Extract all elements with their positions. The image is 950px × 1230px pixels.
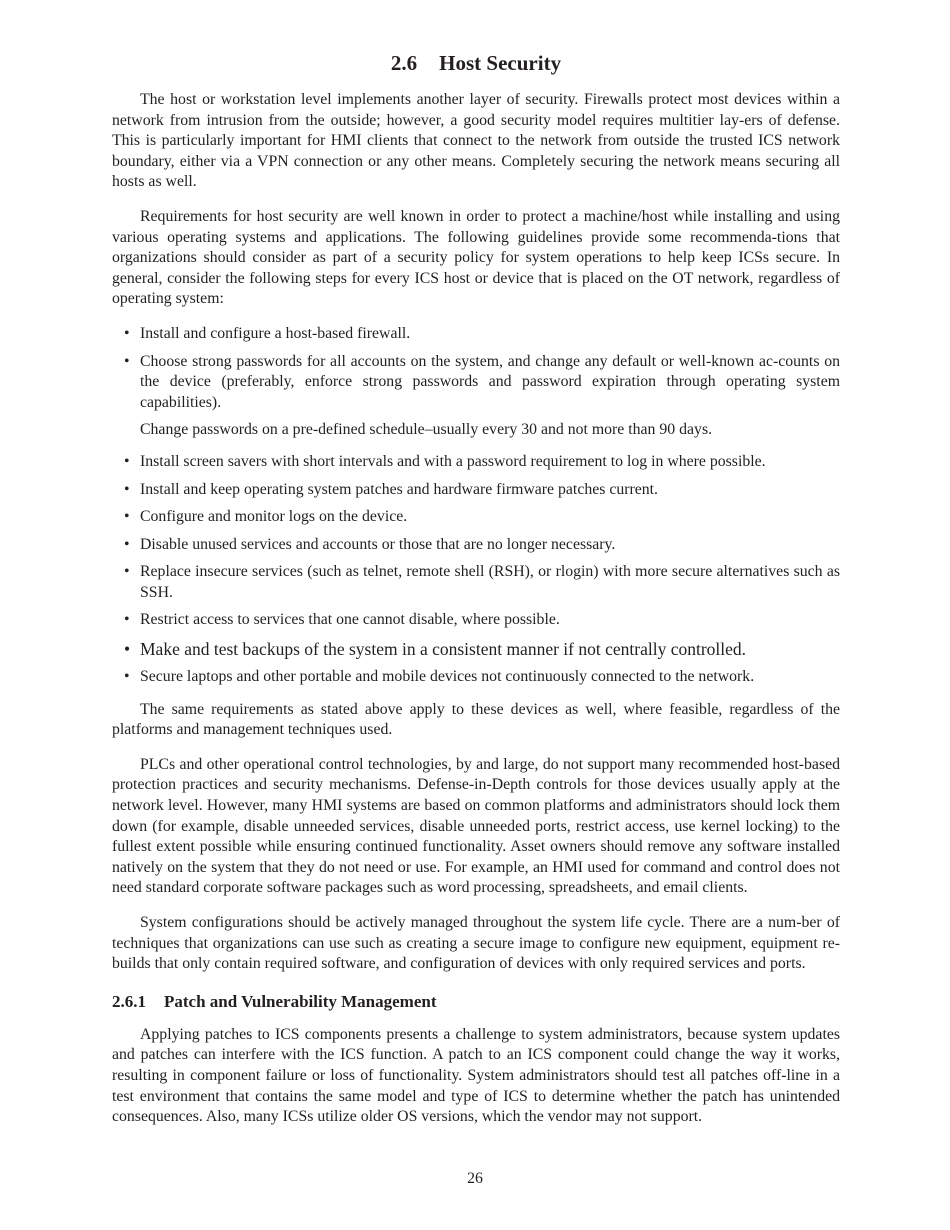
- configuration-paragraph: System configurations should be actively managed throughout the system life cycle. There are a num-ber of techniques that organizations can use such as creating a secure image to configure new equipment, equipment re-builds that only contain required software, and configuration of devices with only required services and ports.: [112, 914, 840, 973]
- bullet-icon: •: [124, 639, 131, 660]
- requirements-paragraph: Requirements for host security are well known in order to protect a machine/host while installing and using various operating systems and applications. The following guidelines provide some recommenda-tions that organizations should consider as part of a security policy for system operations to help keep ICSs secure. In general, consider the following steps for every ICS host or device that is placed on the OT network, regardless of operating system:: [112, 207, 840, 308]
- plc-paragraph: PLCs and other operational control technologies, by and large, do not support many recommended host-based protection practices and security mechanisms. Defense-in-Depth controls for those devices usually apply at the network level. However, many HMI systems are based on common platforms and administrators should lock them down (for example, disable unneeded services, disable unneeded ports, restrict access, use kernel locking) to the fullest extent possible while ensuring continued functionality. Asset owners should remove any software installed natively on the system that they do not need or use. For example, an HMI used for command and control does not need standard corporate software packages such as word processing, spreadsheets, and email clients.: [112, 755, 840, 897]
- subsection-number: 2.6.1: [112, 991, 146, 1011]
- list-item: • Secure laptops and other portable and mobile devices not continuously connected to the network.: [112, 667, 840, 688]
- list-item: • Replace insecure services (such as telnet, remote shell (RSH), or rlogin) with more secure alternatives such as SSH.: [124, 563, 840, 601]
- guideline-list-a: [112, 324, 840, 413]
- list-item: • Make and test backups of the system in a consistent manner if not centrally controlled.: [124, 639, 747, 660]
- section-title: Host Security: [439, 51, 562, 75]
- intro-paragraph: The host or workstation level implements another layer of security. Firewalls protect most devices within a network from intrusion from the outside; however, a good security model requires multitier lay-ers of defense. This is particularly important for HMI clients that connect to the network from outside the trusted ICS network boundary, either via a VPN connection or any other means. Completely securing the network means securing all hosts as well.: [112, 91, 840, 191]
- bullet-icon: •: [124, 563, 130, 581]
- bullet-icon: •: [124, 352, 130, 370]
- page-number: 26: [467, 1170, 483, 1187]
- same-requirements-paragraph: The same requirements as stated above apply to these devices as well, where feasible, regardless of the platforms and management techniques used.: [112, 700, 840, 739]
- list-item: • Install and configure a host-based firewall.: [112, 324, 840, 345]
- bullet-icon: •: [124, 508, 130, 526]
- list-item: • Choose strong passwords for all accounts on the system, and change any default or well-known ac-counts on the device (preferably, enforce strong passwords and password expiration through operating system capabilities).: [124, 352, 840, 411]
- section-number: 2.6: [390, 51, 418, 75]
- bullet-icon: •: [124, 324, 130, 342]
- list-item: • Install screen savers with short intervals and with a password requirement to log in where possible.: [112, 452, 840, 473]
- bullet-icon: •: [124, 668, 130, 686]
- guideline-list-b: [112, 452, 840, 688]
- list-item: • Restrict access to services that one cannot disable, where possible.: [112, 610, 840, 631]
- document-page: [112, 50, 840, 1142]
- list-item: • Disable unused services and accounts or those that are no longer necessary.: [112, 535, 840, 556]
- list-item: • Install and keep operating system patches and hardware firmware patches current.: [112, 480, 840, 501]
- bullet-icon: •: [124, 611, 130, 629]
- password-schedule-note: Change passwords on a pre-defined schedule–usually every 30 and not more than 90 days.: [140, 421, 713, 439]
- list-item: • Configure and monitor logs on the device.: [112, 507, 840, 528]
- bullet-icon: •: [124, 480, 130, 498]
- bullet-icon: •: [124, 452, 130, 470]
- bullet-icon: •: [124, 535, 130, 553]
- patch-paragraph: Applying patches to ICS components presents a challenge to system administrators, because system updates and patches can interfere with the ICS function. A patch to an ICS component could change the way it works, resulting in component failure or loss of functionality. System administrators should test all patches off-line in a test environment that contains the same model and type of ICS to determine whether the patch has unintended consequences. Also, many ICSs utilize older OS versions, which the vendor may not support.: [112, 1025, 840, 1126]
- subsection-heading: [112, 991, 840, 1013]
- section-heading: [112, 50, 840, 76]
- subsection-title: Patch and Vulnerability Management: [164, 991, 437, 1011]
